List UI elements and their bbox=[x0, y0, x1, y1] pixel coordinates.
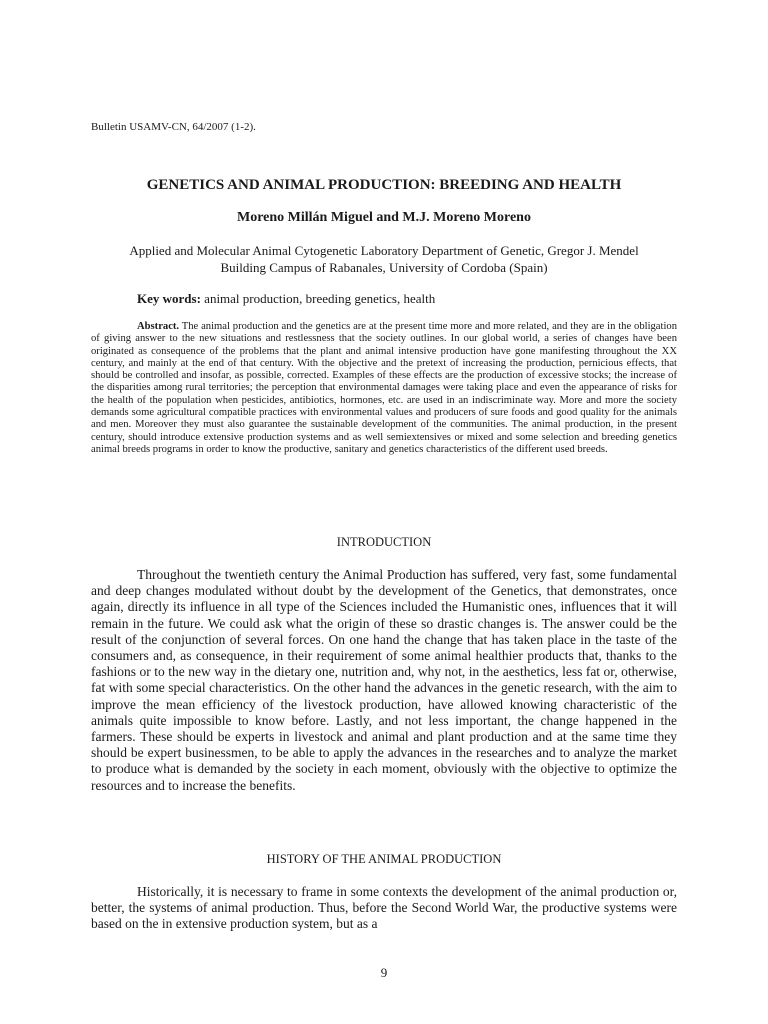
paper-authors: Moreno Millán Miguel and M.J. Moreno Moreno bbox=[237, 210, 531, 225]
introduction-heading: INTRODUCTION bbox=[336, 535, 432, 549]
keywords-label: Key words: bbox=[137, 291, 201, 306]
history-paragraph: Historically, it is necessary to frame in some contexts the development of the animal production or, better, the systems of animal production. Thus, before the Second World War, the productive systems were based on the in extensive production system, but as a bbox=[91, 884, 677, 932]
bulletin-header: Bulletin USAMV-CN, 64/2007 (1-2). bbox=[91, 121, 256, 133]
paper-title: GENETICS AND ANIMAL PRODUCTION: BREEDING AND HEALTH bbox=[146, 177, 622, 193]
abstract-text: The animal production and the genetics are at the present time more and more related, and they are in the obligation of giving answer to the new situations and restlessness that the society outlines. In our global world, a series of changes have been originated as consequence of the problems that the plant and animal intensive production have gone manifesting throughout the XX century, and mainly at the end of that century. With the objective and the pretext of increasing the production, pernicious effects, that should be controlled and insofar, as possible, corrected. Examples of these effects are the production of excessive stocks; the increase of the disparities among rural territories; the perception that environmental damages were taking place and even the appearance of risks for the health of the population when pesticides, antibiotics, hormones, etc. are used in an indiscriminate way. More and more the society demands some agricultural compatible practices with environmental values and producers of sure foods and good quality for the animals and men. Moreover they must also guarantee the sustainable development of the communities. The animal production, in the present century, should introduce extensive production systems and as well semiextensives or mixed and some selection and breeding genetics animal breeds programs in order to know the productive, sanitary and genetics characteristics of the different used breeds. bbox=[91, 321, 677, 455]
page-number: 9 bbox=[380, 965, 388, 980]
history-heading: HISTORY OF THE ANIMAL PRODUCTION bbox=[266, 852, 502, 866]
keywords-line bbox=[137, 290, 677, 307]
keywords-text: animal production, breeding genetics, health bbox=[200, 291, 436, 306]
introduction-paragraph: Throughout the twentieth century the Animal Production has suffered, very fast, some fundamental and deep changes modulated without doubt by the development of the Genetics, that demonstrates, once again, directly its influence in all type of the Sciences included the Humanistic ones, influences that it will remain in the future. We could ask what the origin of these so drastic changes is. The answer could be the result of the conjunction of several forces. On one hand the change that has taken place in the taste of the consumers and, as consequence, in their requirement of some animal healthier products that, thanks to the fashions or to the new way in the dietary one, nutrition and, why not, in the aesthetics, less fat or, otherwise, fat with some special characteristics. On the other hand the advances in the genetic research, with the aim to improve the mean efficiency of the livestock production, have allowed knowing characteristic of the animals quite impossible to know before. Lastly, and not less important, the change happened in the farmers. These should be experts in livestock and animal and plant production and at the same time they should be expert businessmen, to be able to apply the advances in the researches and to analyze the market to produce what is demanded by the society in each moment, obviously with the objective to optimize the resources and to increase the benefits. bbox=[91, 567, 677, 793]
affiliation-line-1: Applied and Molecular Animal Cytogenetic Laboratory Department of Genetic, Gregor J. Mendel bbox=[129, 243, 639, 258]
affiliation-line-2: Building Campus of Rabanales, University of Cordoba (Spain) bbox=[220, 260, 548, 275]
abstract-paragraph bbox=[91, 321, 677, 456]
paper-affiliation bbox=[91, 242, 677, 276]
abstract-label: Abstract. bbox=[137, 321, 180, 332]
